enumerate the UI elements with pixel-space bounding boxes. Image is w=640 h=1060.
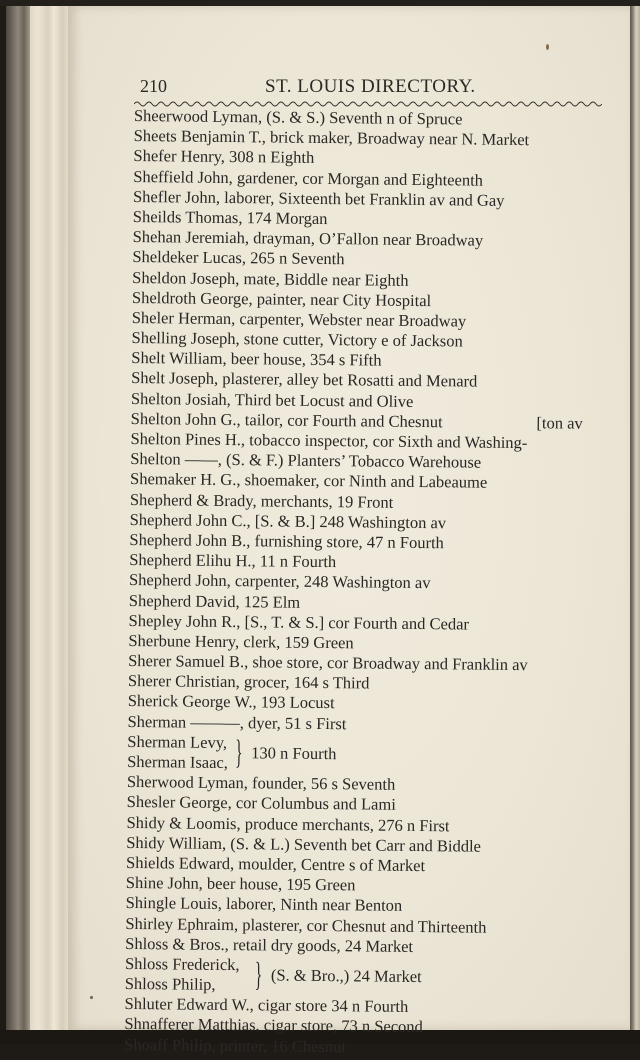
ink-speck [546,44,549,50]
directory-entry: Sheffield John, gardener, cor Morgan and Eighteenth [133,166,484,190]
directory-entry: Sheler Herman, carpenter, Webster near Broadway [131,307,467,331]
directory-entry: Shelton Josiah, Third bet Locust and Olive [130,388,414,411]
directory-entry: Shemaker H. G., shoemaker, cor Ninth and Labeaume [129,469,488,493]
directory-entry: Sherman ———, dyer, 51 s First [127,711,347,733]
directory-entry: Shesler George, cor Columbus and Lami [126,792,396,815]
directory-entry: Shepherd Elihu H., 11 n Fourth [129,550,337,572]
directory-entry: Shirley Ephraim, plasterer, cor Chesnut and Thirteenth [125,913,487,937]
entry-name: Sherman Levy, [127,731,228,752]
shared-address: (S. & Bro.,) 24 Market [270,965,422,986]
directory-entry: Shepherd David, 125 Elm [128,590,301,612]
directory-entry: Sheets Benjamin T., brick maker, Broadway near N. Market [133,126,530,150]
directory-entry: Sheldeker Lucas, 265 n Seventh [132,247,345,269]
directory-entry: Sheerwood Lyman, (S. & S.) Seventh n of Spruce [133,106,463,129]
directory-entry: Shloss & Bros., retail dry goods, 24 Market [125,933,414,956]
directory-entry: Sherbune Henry, clerk, 159 Green [128,630,354,653]
directory-entry: Shelton ——, (S. & F.) Planters’ Tobacco Warehouse [130,449,482,472]
running-title: ST. LOUIS DIRECTORY. [265,76,476,97]
directory-entry: Shepley John R., [S., T. & S.] cor Fourth and Cedar [128,610,470,634]
page-number: 210 [140,76,167,96]
directory-entry: Shoaff Philip, printer, 16 Chesnut [124,1034,347,1056]
book-spine-page-stack [6,6,30,1032]
directory-entry: Shefer Henry, 308 n Eighth [133,146,315,168]
directory-entry: Sherwood Lyman, founder, 56 s Seventh [126,772,396,794]
directory-entry: Shidy William, (S. & L.) Seventh bet Carr and Biddle [126,832,482,856]
directory-entry: Shefler John, laborer, Sixteenth bet Franklin av and Gay [132,186,505,210]
directory-entry: Shluter Edward W., cigar store 34 n Fourth [124,994,409,1017]
overflow-continuation: [ton av [536,413,583,433]
directory-entry: Shepherd John B., furnishing store, 47 n Fourth [129,529,444,553]
directory-entry: Shields Edward, moulder, Centre s of Market [125,852,426,876]
directory-entries [124,106,614,1060]
directory-entry: Shelt William, beer house, 354 s Fifth [131,348,382,370]
directory-entry: Sherick George W., 193 Locust [127,691,335,713]
entry-name: Shloss Frederick, [124,953,240,975]
directory-entry: Shehan Jeremiah, drayman, O’Fallon near Broadway [132,227,484,250]
brace-symbol: } [235,733,243,771]
brace-symbol: } [254,956,263,994]
brace-group-shloss [125,954,605,999]
directory-entry: Shidy & Loomis, produce merchants, 276 n First [126,812,450,835]
directory-entry: Shepherd John C., [S. & B.] 248 Washington av [129,509,447,533]
directory-entry: Shingle Louis, laborer, Ninth near Benton [125,893,403,916]
ink-speck [90,996,93,999]
directory-entry: Shine John, beer house, 195 Green [125,873,356,895]
entry-text: Shelton John G., tailor, cor Fourth and Chesnut [130,408,443,432]
page-header [140,72,600,100]
entry-name: Sherman Isaac, [127,751,229,773]
directory-entry: Sherer Samuel B., shoe store, cor Broadway and Franklin av [128,651,528,675]
directory-entry: Shelton Pines H., tobacco inspector, cor Sixth and Washing- [130,428,528,453]
directory-entry: Shnafferer Matthias, cigar store, 73 n Second [124,1014,423,1037]
directory-entry: Sheldroth George, painter, near City Hospital [131,287,432,310]
entry-name: Shloss Philip, [124,974,216,994]
directory-entry: Shepherd John, carpenter, 248 Washington av [128,570,431,593]
directory-entry: Shelling Joseph, stone cutter, Victory e of Jackson [131,328,463,351]
directory-entry: Sheldon Joseph, mate, Biddle near Eighth [132,267,409,290]
brace-group-sherman [127,732,607,777]
directory-entry: Sherer Christian, grocer, 164 s Third [127,671,370,693]
directory-entry: Shepherd & Brady, merchants, 19 Front [129,489,394,512]
directory-entry: Shelt Joseph, plasterer, alley bet Rosatti and Menard [131,368,478,392]
page-fore-edge [30,6,70,1032]
page-right-edge [630,6,640,1032]
directory-entry: Sheilds Thomas, 174 Morgan [132,206,328,228]
shared-address: 130 n Fourth [251,743,337,763]
